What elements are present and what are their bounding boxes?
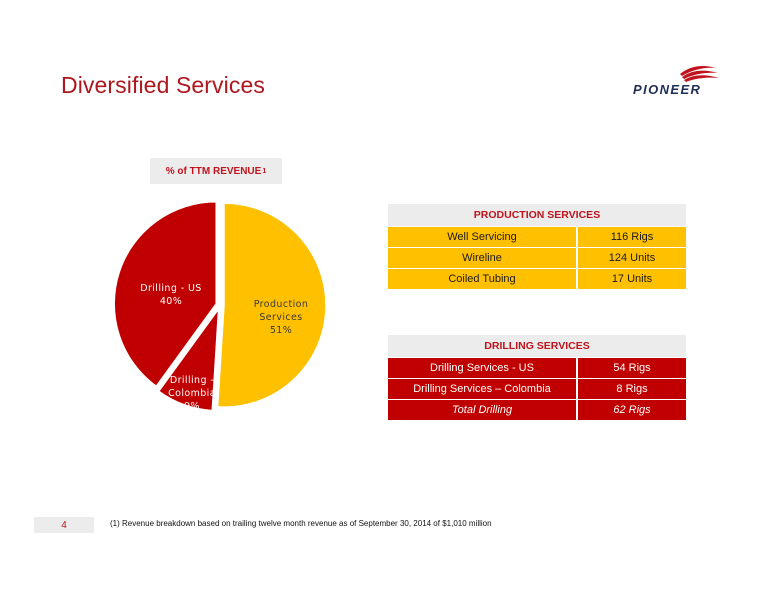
row-name: Well Servicing xyxy=(388,227,577,248)
pie-label-production-services xyxy=(242,298,320,337)
table-row xyxy=(388,248,686,269)
pie-label-production-line2: Services xyxy=(259,312,303,323)
pie-label-colombia-line2: Colombia xyxy=(168,388,216,399)
row-value: 17 Units xyxy=(577,269,686,290)
production-services-header: PRODUCTION SERVICES xyxy=(388,204,686,227)
row-name: Wireline xyxy=(388,248,577,269)
pie-label-drilling-colombia xyxy=(162,374,222,413)
table-row xyxy=(388,227,686,248)
table-header-row xyxy=(388,204,686,227)
row-value: 62 Rigs xyxy=(577,400,686,421)
chart-title xyxy=(150,158,282,184)
drilling-services-header: DRILLING SERVICES xyxy=(388,335,686,358)
table-header-row xyxy=(388,335,686,358)
chart-title-text: % of TTM REVENUE xyxy=(165,165,262,177)
row-value: 116 Rigs xyxy=(577,227,686,248)
pie-label-colombia-line1: Drilling - xyxy=(169,375,215,386)
production-services-table xyxy=(388,204,686,290)
footnote: (1) Revenue breakdown based on trailing twelve month revenue as of September 30, 2014 of $1,010 million xyxy=(110,519,492,528)
row-name: Drilling Services – Colombia xyxy=(388,379,577,400)
table-row xyxy=(388,269,686,290)
page-number: 4 xyxy=(34,517,94,533)
footnote-marker: 1 xyxy=(262,167,267,175)
row-value: 124 Units xyxy=(577,248,686,269)
pie-label-production-line1: Production xyxy=(253,299,309,310)
row-value: 54 Rigs xyxy=(577,358,686,379)
page-title: Diversified Services xyxy=(61,72,265,98)
table-row xyxy=(388,379,686,400)
row-name: Total Drilling xyxy=(388,400,577,421)
row-name: Coiled Tubing xyxy=(388,269,577,290)
drilling-services-table xyxy=(388,335,686,421)
row-value: 8 Rigs xyxy=(577,379,686,400)
row-name: Drilling Services - US xyxy=(388,358,577,379)
pie-label-us-pct: 40% xyxy=(159,296,183,307)
pie-label-us-line1: Drilling - US xyxy=(140,283,202,294)
pie-label-colombia-pct: 9% xyxy=(184,401,200,412)
table-row-total xyxy=(388,400,686,421)
pie-label-production-pct: 51% xyxy=(269,325,293,336)
table-row xyxy=(388,358,686,379)
pie-label-drilling-us xyxy=(138,282,204,308)
logo-wordmark: PIONEER xyxy=(633,82,702,97)
